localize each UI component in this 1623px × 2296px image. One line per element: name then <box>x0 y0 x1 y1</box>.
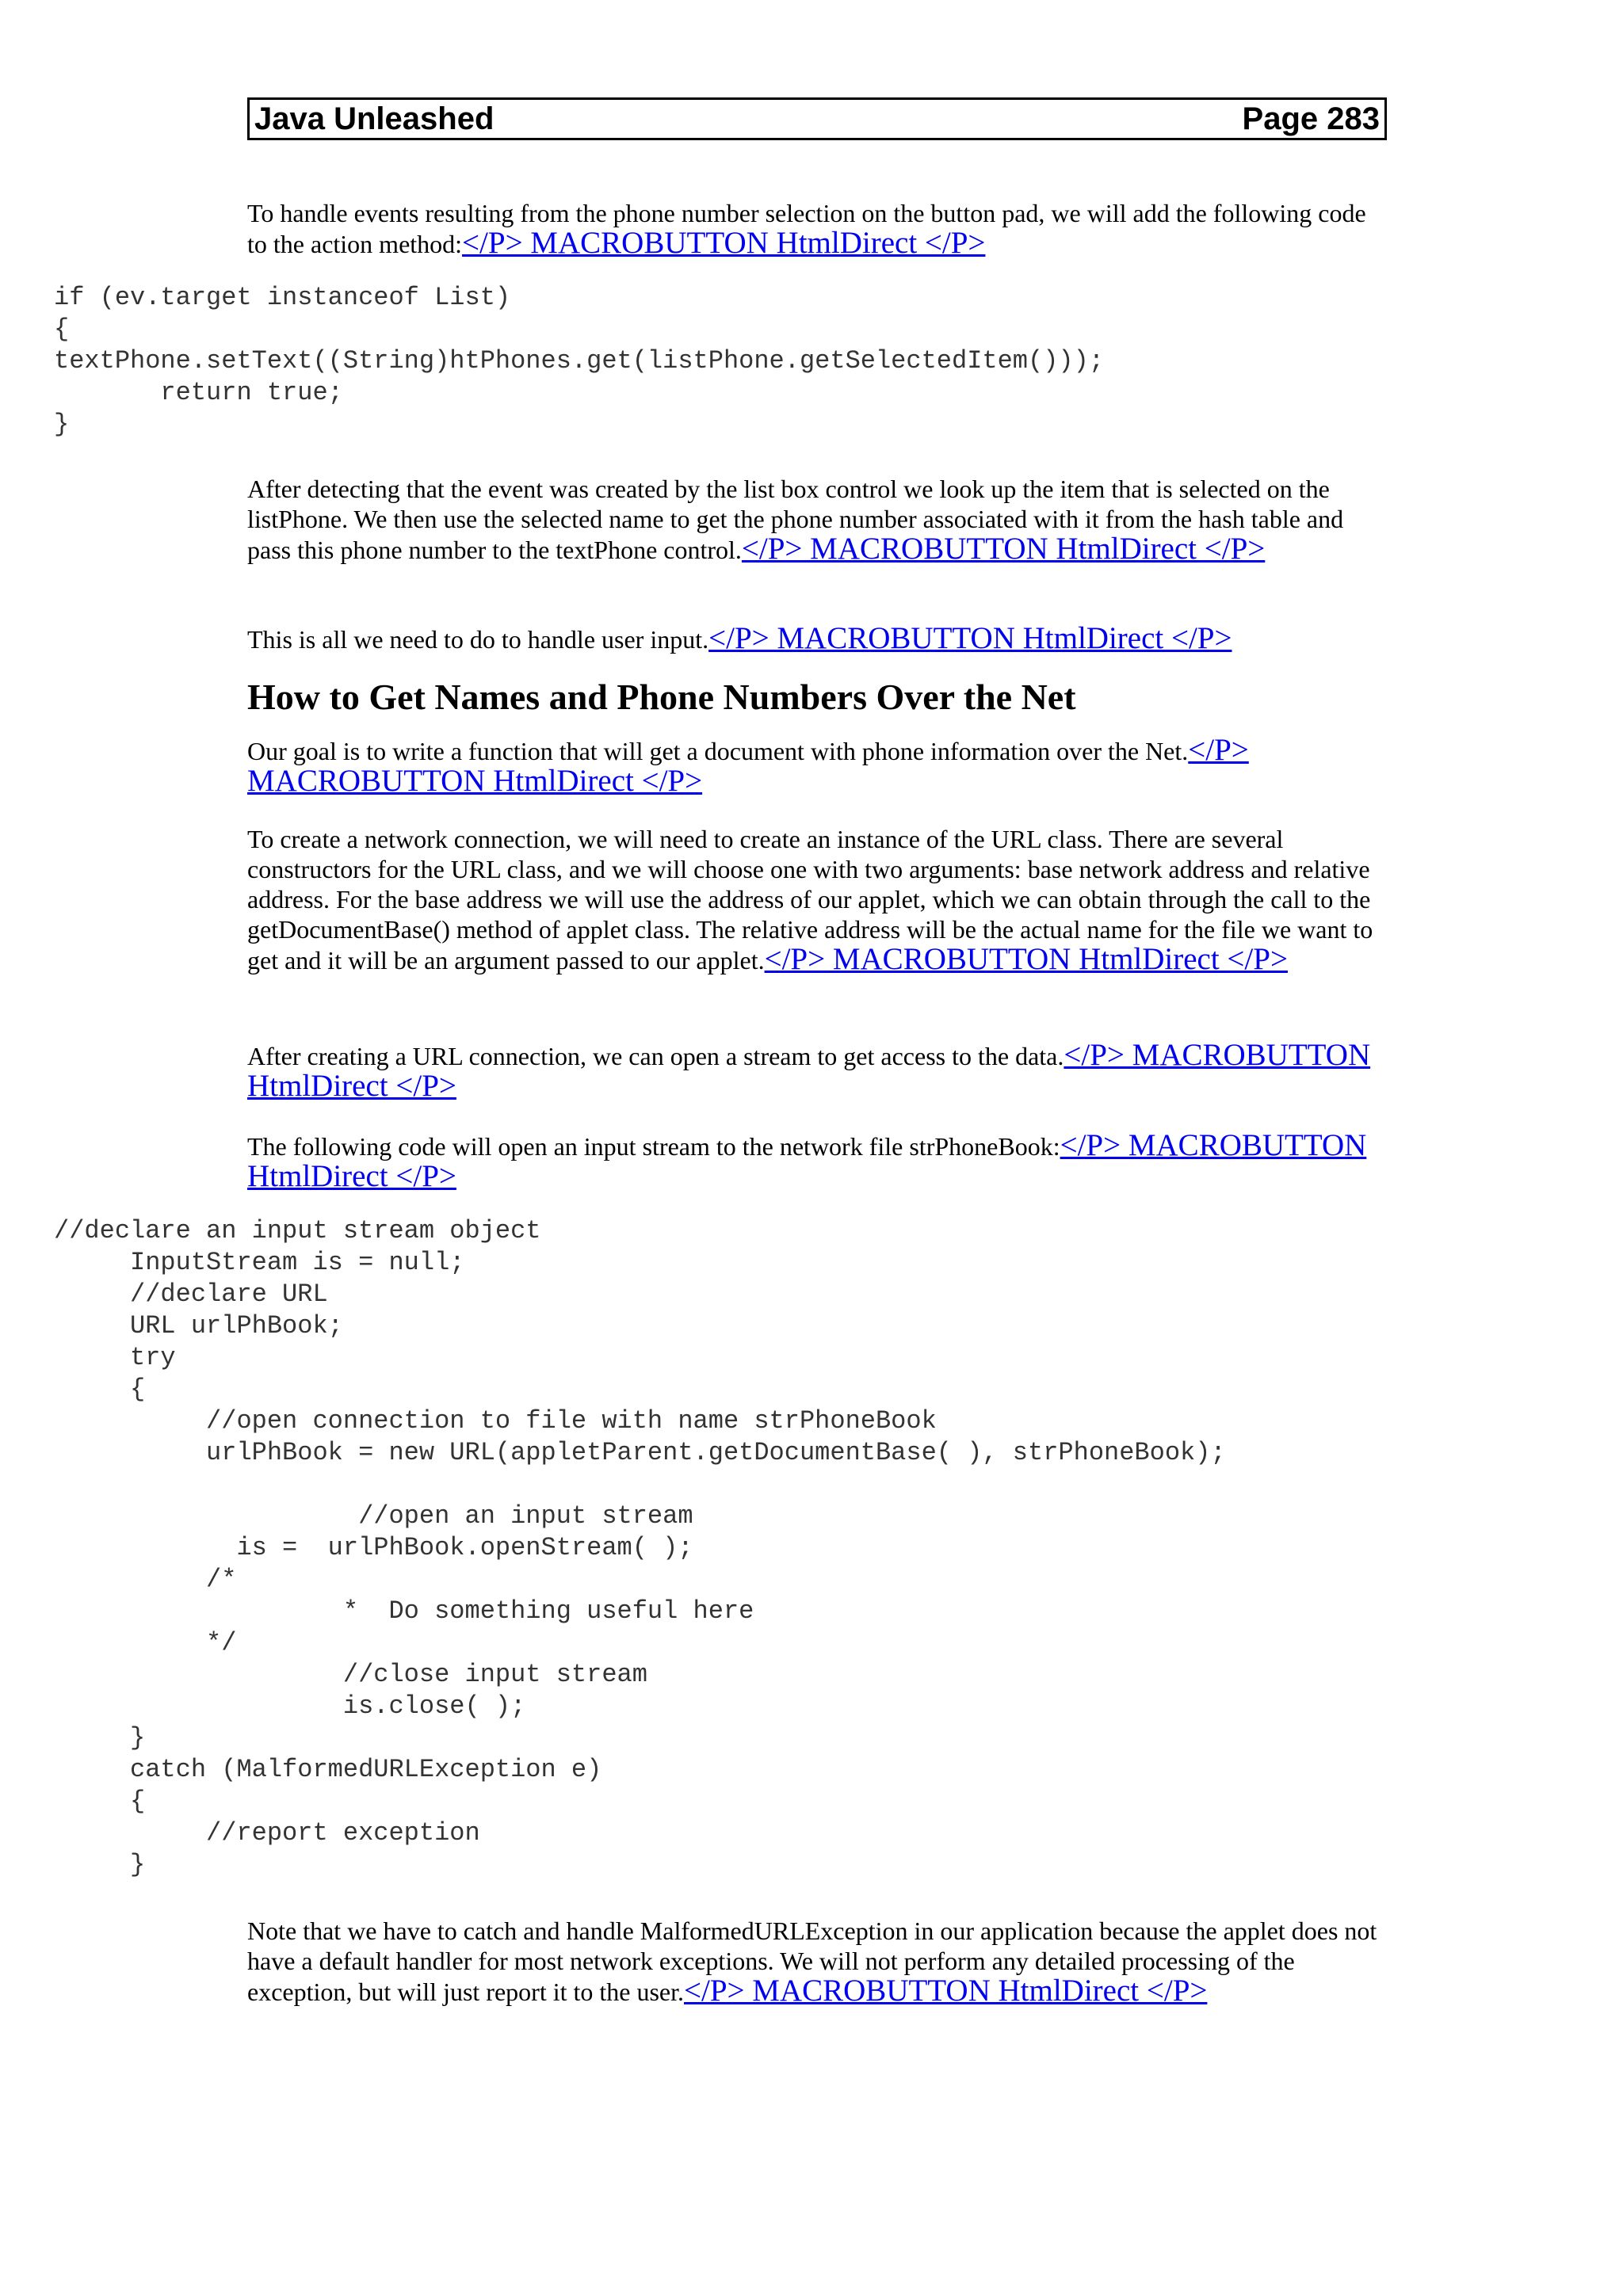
macrobutton-link[interactable]: </P> MACROBUTTON HtmlDirect </P> <box>741 532 1266 566</box>
paragraph-following-code <box>247 1128 1388 1193</box>
paragraph-text: To create a network connection, we will need to create an instance of the URL class. There are several constructors for the URL class, and we will choose one with two arguments: base network address and relative address. For the base address we will use the address of our applet, which we can obtain through the call to the getDocumentBase() method of applet class. The relative address will be the actual name for the file we want to get and it will be an argument passed to our applet. <box>247 825 1373 974</box>
page-header <box>247 97 1387 140</box>
paragraph-text: To handle events resulting from the phone number selection on the button pad, we will add the following code to the action method: <box>247 199 1366 258</box>
code-block-list-handler: if (ev.target instanceof List) { textPhone.setText((String)htPhones.get(listPhone.getSelectedItem())); return true; } <box>54 283 1105 439</box>
paragraph-open-stream <box>247 1040 1388 1102</box>
macrobutton-link[interactable]: </P> MACROBUTTON HtmlDirect </P> <box>764 942 1288 976</box>
paragraph-list-detect <box>247 474 1388 565</box>
paragraph-user-input <box>247 621 1388 655</box>
paragraph-malformed-url <box>247 1916 1388 2007</box>
paragraph-text: The following code will open an input stream to the network file strPhoneBook: <box>247 1132 1060 1161</box>
paragraph-text: After creating a URL connection, we can open a stream to get access to the data. <box>247 1042 1064 1070</box>
page-number: Page 283 <box>1242 101 1380 136</box>
macrobutton-link[interactable]: </P> MACROBUTTON HtmlDirect </P> <box>247 733 1249 798</box>
macrobutton-link[interactable]: </P> MACROBUTTON HtmlDirect </P> <box>684 1974 1208 2008</box>
macrobutton-link[interactable]: </P> MACROBUTTON HtmlDirect </P> <box>462 226 986 260</box>
code-block-input-stream: //declare an input stream object InputStream is = null; //declare URL URL urlPhBook; try { //open connection to file with name strPhoneBook urlPhBook = new URL(appletParent.getDocumentBase( ), strPhoneBook); //open an input stream is = urlPhBook.openStream( ); /* * Do something useful here */ //close input stream is.close( ); } catch (MalformedURLException e) { //report exception } <box>54 1216 1226 1879</box>
paragraph-text: Note that we have to catch and handle MalformedURLException in our application because the applet does not have a default handler for most network exceptions. We will not perform any detailed processing of the exception, but will just report it to the user. <box>247 1917 1377 2006</box>
paragraph-text: Our goal is to write a function that will get a document with phone information over the Net. <box>247 737 1189 765</box>
macrobutton-link[interactable]: </P> MACROBUTTON HtmlDirect </P> <box>247 1128 1367 1193</box>
macrobutton-link[interactable]: </P> MACROBUTTON HtmlDirect </P> <box>247 1038 1371 1103</box>
paragraph-text: After detecting that the event was created by the list box control we look up the item that is selected on the listPhone. We then use the selected name to get the phone number associated with it from the hash table and pass this phone number to the textPhone control. <box>247 475 1344 564</box>
paragraph-url-class <box>247 824 1388 975</box>
section-heading: How to Get Names and Phone Numbers Over the Net <box>247 677 1076 717</box>
macrobutton-link[interactable]: </P> MACROBUTTON HtmlDirect </P> <box>708 621 1232 655</box>
book-title: Java Unleashed <box>254 101 495 136</box>
paragraph-action-method <box>247 198 1388 259</box>
paragraph-text: This is all we need to do to handle user input. <box>247 625 709 654</box>
paragraph-goal <box>247 735 1388 797</box>
